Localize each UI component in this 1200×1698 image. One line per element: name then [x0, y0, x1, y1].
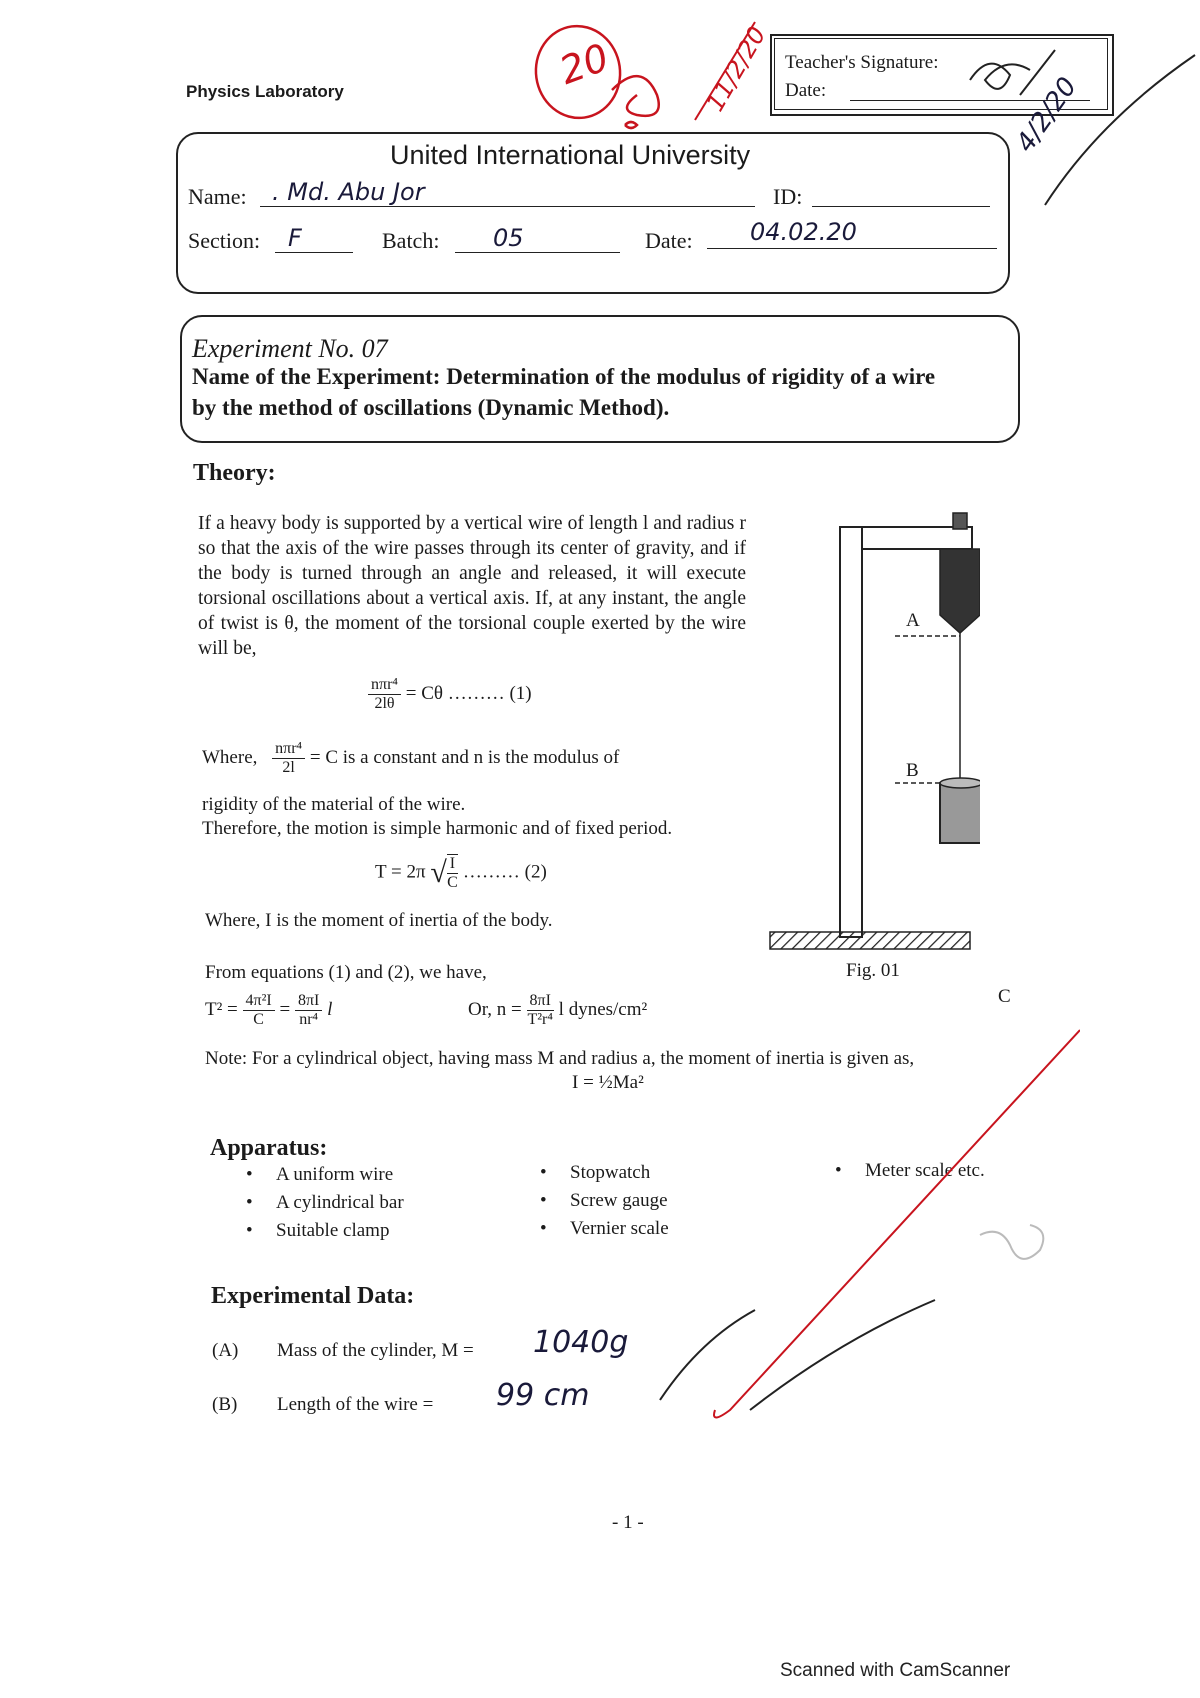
top-screw — [953, 513, 967, 529]
batch-line — [455, 252, 620, 253]
eq2-lhs: T = 2π — [375, 861, 426, 883]
experimental-data-heading: Experimental Data: — [211, 1283, 415, 1309]
eq1-numerator: nπr⁴ — [368, 676, 401, 695]
section-line — [275, 252, 353, 253]
name-value: . Md. Abu Jor — [272, 178, 425, 206]
apparatus-item: • Meter scale etc. — [865, 1160, 985, 1182]
where-prefix: Where, — [202, 746, 258, 768]
data-b-text: Length of the wire = — [277, 1394, 434, 1415]
theory-paragraph: If a heavy body is supported by a vertical wire of length l and radius r so that the axis of the wire passes through its center of gravity, and if the body is turned through an angle and released, it will execute torsional oscillations about a vertical axis. If, at any instant, the angle of twist is θ, the moment of the torsional couple exerted by the wire will be, — [198, 513, 746, 659]
signature-date: 4/2/20 — [1010, 72, 1084, 158]
base-hatch — [770, 932, 970, 949]
upper-clamp — [940, 549, 980, 633]
date-label: Date: — [645, 228, 693, 253]
black-check-1 — [660, 1310, 755, 1400]
name-label: Name: — [188, 184, 247, 209]
equation-4 — [468, 992, 647, 1029]
where-numerator: nπr⁴ — [272, 740, 305, 759]
inertia-formula: I = ½Ma² — [572, 1072, 644, 1093]
eq2-rhs: ……… (2) — [462, 861, 547, 883]
grading-date: 11/2/20 — [701, 21, 772, 117]
eq4-tail: l dynes/cm² — [558, 998, 648, 1020]
experiment-name-line2: by the method of oscillations (Dynamic Method). — [192, 395, 670, 420]
apparatus-item: • Vernier scale — [570, 1218, 669, 1240]
apparatus-item: • Screw gauge — [570, 1190, 668, 1212]
equation-3: T² = $\frac{\text{4π²I}}{C}$ = $\frac{8\pi I}{\text{nr⁴}}$ l — [205, 992, 333, 1028]
where-c-line — [202, 740, 619, 777]
from-equations-line: From equations (1) and (2), we have, — [205, 962, 487, 983]
black-check-2 — [750, 1300, 935, 1410]
eq3-f2-denominator: nr⁴ — [299, 1011, 319, 1028]
apparatus-item: • A uniform wire — [276, 1164, 393, 1186]
grader-check-marks — [640, 1010, 1080, 1430]
figure-label-c: C — [998, 986, 1011, 1007]
data-b-label: (B) — [212, 1394, 238, 1415]
eq4-numerator: 8πI — [527, 992, 554, 1011]
grade-score: 20 — [553, 35, 615, 93]
eq1-denominator: 2lθ — [374, 695, 395, 712]
margin-stroke — [1040, 40, 1200, 210]
section-label: Section: — [188, 228, 261, 253]
eq3-tail: l — [327, 998, 333, 1020]
data-a-text: Mass of the cylinder, M = — [277, 1340, 474, 1361]
theory-heading: Theory: — [193, 460, 276, 486]
id-label: ID: — [773, 184, 803, 209]
where-denominator: 2l — [282, 759, 295, 776]
grade-flourish — [625, 122, 637, 128]
where-i-line: Where, I is the moment of inertia of the body. — [205, 910, 553, 931]
eq3-f1-denominator: C — [253, 1011, 264, 1028]
torsion-pendulum-figure — [760, 505, 980, 955]
camscanner-note: Scanned with CamScanner — [780, 1660, 1011, 1681]
where-suffix: = C is a constant and n is the modulus of — [309, 746, 620, 768]
eq3-f1-numerator: 4π²I — [243, 992, 275, 1011]
experiment-number: Experiment No. 07 — [192, 334, 388, 363]
apparatus-item: • Stopwatch — [570, 1162, 650, 1184]
note-line: Note: For a cylindrical object, having mass M and radius a, the moment of inertia is given as, — [205, 1048, 915, 1069]
teacher-signature-label: Teacher's Signature: — [785, 52, 939, 73]
equation-1 — [368, 676, 532, 713]
name-line — [260, 206, 755, 207]
eq4-denominator: T²r⁴ — [527, 1011, 553, 1028]
rigidity-line: rigidity of the material of the wire. — [202, 794, 466, 815]
date-line — [707, 248, 997, 249]
eq1-rhs: = Cθ ……… (1) — [405, 682, 532, 704]
eq3-f2-numerator: 8πI — [295, 992, 322, 1011]
apparatus-item: • Suitable clamp — [276, 1220, 389, 1242]
experiment-name-line1: Name of the Experiment: Determination of the modulus of rigidity of a wire — [192, 364, 936, 389]
faint-scribble — [980, 1225, 1043, 1259]
equation-2: T = 2π √ $\frac{I}{C}$ ……… (2) — [375, 855, 547, 891]
id-line — [812, 206, 990, 207]
figure-caption: Fig. 01 — [846, 960, 900, 981]
page-number: - 1 - — [612, 1512, 644, 1533]
data-b-value: 99 cm — [496, 1378, 590, 1413]
figure-label-a: A — [906, 610, 920, 631]
eq4-lhs: Or, n = — [468, 998, 522, 1020]
university-name: United International University — [390, 140, 751, 170]
lab-title: Physics Laboratory — [186, 82, 344, 101]
apparatus-item: • A cylindrical bar — [276, 1192, 404, 1214]
stand-post-outer — [840, 527, 862, 937]
red-check — [714, 1030, 1080, 1418]
apparatus-heading: Apparatus: — [210, 1135, 328, 1161]
figure-label-b: B — [906, 760, 919, 781]
eq3-lhs: T² = — [205, 998, 238, 1020]
data-a-label: (A) — [212, 1340, 239, 1361]
therefore-line: Therefore, the motion is simple harmonic and of fixed period. — [202, 818, 673, 839]
eq2-denominator: C — [447, 874, 458, 891]
cylinder-top — [940, 778, 980, 788]
teacher-date-label: Date: — [785, 80, 827, 101]
data-a-value: 1040g — [533, 1325, 629, 1360]
cylinder — [940, 783, 980, 843]
section-value: F — [288, 224, 302, 252]
batch-value: 05 — [493, 224, 524, 252]
eq2-numerator: I — [447, 855, 458, 874]
batch-label: Batch: — [382, 228, 440, 253]
date-value: 04.02.20 — [750, 218, 857, 246]
